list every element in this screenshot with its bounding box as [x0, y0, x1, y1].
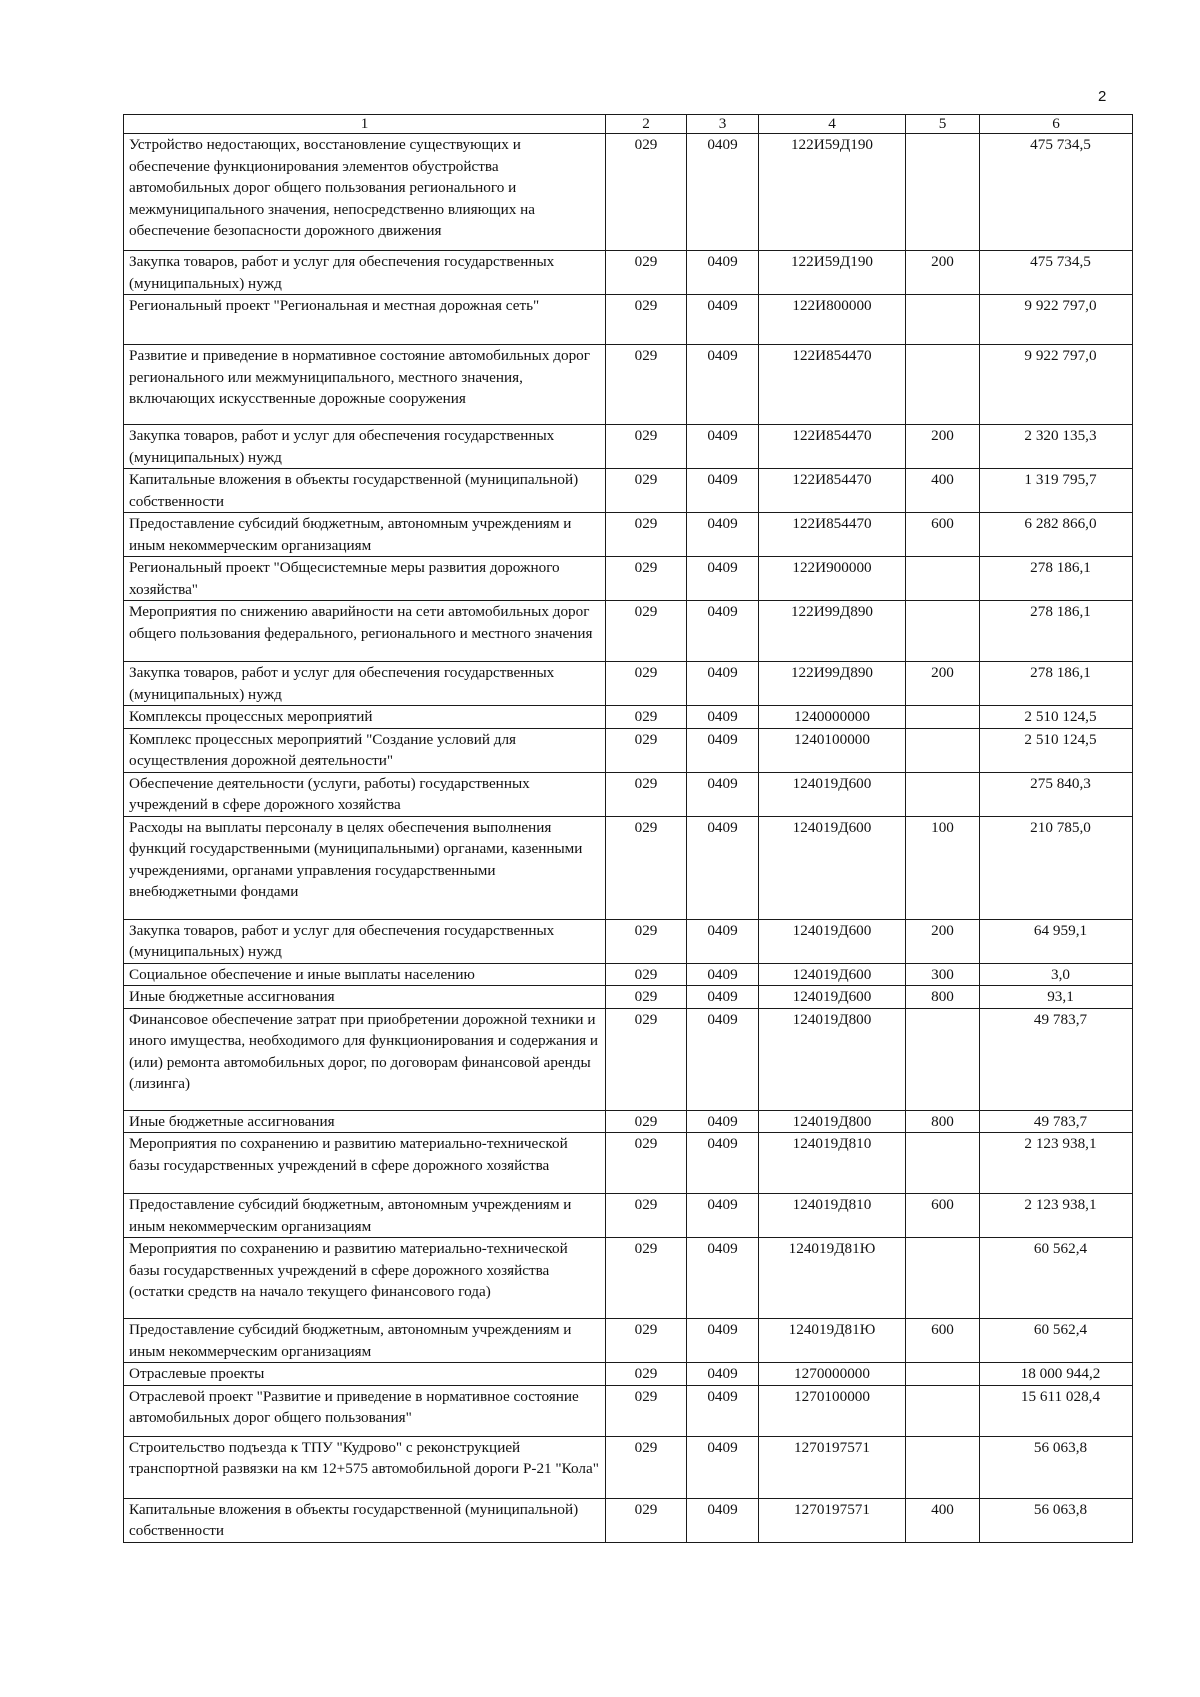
row-name: Социальное обеспечение и иные выплаты населению [124, 963, 606, 986]
row-section-code: 0409 [687, 425, 759, 469]
row-target-code: 124019Д81Ю [759, 1319, 906, 1363]
row-admin-code: 029 [606, 1385, 687, 1436]
row-expense-type [906, 728, 980, 772]
table-row [124, 986, 1133, 1009]
table-row [124, 1110, 1133, 1133]
row-target-code: 122И99Д890 [759, 601, 906, 662]
row-expense-type: 200 [906, 662, 980, 706]
row-admin-code: 029 [606, 251, 687, 295]
row-section-code: 0409 [687, 1238, 759, 1319]
row-expense-type [906, 1436, 980, 1498]
row-target-code: 124019Д600 [759, 963, 906, 986]
row-name: Иные бюджетные ассигнования [124, 986, 606, 1009]
row-name: Устройство недостающих, восстановление существующих и обеспечение функционирования элементов обустройства автомобильных дорог общего пользования регионального и межмуниципального значения, непосредственно влияющих на обеспечение безопасности дорожного движения [124, 134, 606, 251]
row-name: Расходы на выплаты персоналу в целях обеспечения выполнения функций государственными (муниципальными) органами, казенными учреждениями, органами управления государственными внебюджетными фондами [124, 816, 606, 919]
row-expense-type: 600 [906, 1194, 980, 1238]
column-header-1: 1 [124, 115, 606, 134]
row-section-code: 0409 [687, 513, 759, 557]
table-row [124, 706, 1133, 729]
table-row [124, 425, 1133, 469]
row-amount: 60 562,4 [980, 1238, 1133, 1319]
row-expense-type [906, 345, 980, 425]
row-section-code: 0409 [687, 919, 759, 963]
row-name: Мероприятия по сохранению и развитию материально-технической базы государственных учреждений в сфере дорожного хозяйства [124, 1133, 606, 1194]
row-expense-type: 200 [906, 919, 980, 963]
row-expense-type: 600 [906, 513, 980, 557]
row-expense-type [906, 1008, 980, 1110]
row-name: Закупка товаров, работ и услуг для обеспечения государственных (муниципальных) нужд [124, 919, 606, 963]
column-header-5: 5 [906, 115, 980, 134]
row-section-code: 0409 [687, 1194, 759, 1238]
budget-table [123, 114, 1133, 1543]
row-section-code: 0409 [687, 1498, 759, 1542]
row-name: Закупка товаров, работ и услуг для обеспечения государственных (муниципальных) нужд [124, 425, 606, 469]
row-target-code: 122И854470 [759, 425, 906, 469]
row-admin-code: 029 [606, 295, 687, 345]
column-header-6: 6 [980, 115, 1133, 134]
row-admin-code: 029 [606, 1319, 687, 1363]
row-admin-code: 029 [606, 728, 687, 772]
row-section-code: 0409 [687, 728, 759, 772]
row-section-code: 0409 [687, 1385, 759, 1436]
row-admin-code: 029 [606, 425, 687, 469]
row-section-code: 0409 [687, 986, 759, 1009]
row-section-code: 0409 [687, 295, 759, 345]
row-target-code: 124019Д800 [759, 1110, 906, 1133]
row-amount: 278 186,1 [980, 557, 1133, 601]
row-name: Развитие и приведение в нормативное состояние автомобильных дорог регионального или межмуниципального, местного значения, включающих искусственные дорожные сооружения [124, 345, 606, 425]
table-row [124, 557, 1133, 601]
row-admin-code: 029 [606, 1110, 687, 1133]
table-row [124, 469, 1133, 513]
row-section-code: 0409 [687, 963, 759, 986]
row-target-code: 122И59Д190 [759, 134, 906, 251]
row-name: Иные бюджетные ассигнования [124, 1110, 606, 1133]
table-row [124, 1436, 1133, 1498]
row-target-code: 1270100000 [759, 1385, 906, 1436]
row-section-code: 0409 [687, 251, 759, 295]
row-section-code: 0409 [687, 772, 759, 816]
row-expense-type [906, 1133, 980, 1194]
row-expense-type [906, 557, 980, 601]
row-name: Мероприятия по сохранению и развитию материально-технической базы государственных учреждений в сфере дорожного хозяйства (остатки средств на начало текущего финансового года) [124, 1238, 606, 1319]
row-expense-type [906, 772, 980, 816]
table-row [124, 1319, 1133, 1363]
row-target-code: 124019Д810 [759, 1133, 906, 1194]
row-amount: 475 734,5 [980, 251, 1133, 295]
row-section-code: 0409 [687, 134, 759, 251]
row-target-code: 124019Д600 [759, 816, 906, 919]
row-admin-code: 029 [606, 816, 687, 919]
row-section-code: 0409 [687, 601, 759, 662]
row-name: Комплекс процессных мероприятий "Создание условий для осуществления дорожной деятельности" [124, 728, 606, 772]
row-expense-type [906, 706, 980, 729]
table-row [124, 963, 1133, 986]
row-amount: 49 783,7 [980, 1008, 1133, 1110]
row-section-code: 0409 [687, 1110, 759, 1133]
row-target-code: 1240000000 [759, 706, 906, 729]
row-amount: 3,0 [980, 963, 1133, 986]
row-admin-code: 029 [606, 345, 687, 425]
table-row [124, 601, 1133, 662]
row-target-code: 122И854470 [759, 513, 906, 557]
row-expense-type: 100 [906, 816, 980, 919]
row-target-code: 122И854470 [759, 345, 906, 425]
row-section-code: 0409 [687, 662, 759, 706]
row-name: Закупка товаров, работ и услуг для обеспечения государственных (муниципальных) нужд [124, 662, 606, 706]
row-target-code: 1240100000 [759, 728, 906, 772]
table-header-row [124, 115, 1133, 134]
row-section-code: 0409 [687, 1319, 759, 1363]
row-amount: 278 186,1 [980, 601, 1133, 662]
row-target-code: 122И854470 [759, 469, 906, 513]
row-admin-code: 029 [606, 662, 687, 706]
table-row [124, 1008, 1133, 1110]
row-amount: 2 510 124,5 [980, 706, 1133, 729]
row-name: Закупка товаров, работ и услуг для обеспечения государственных (муниципальных) нужд [124, 251, 606, 295]
row-name: Комплексы процессных мероприятий [124, 706, 606, 729]
row-admin-code: 029 [606, 772, 687, 816]
row-admin-code: 029 [606, 1194, 687, 1238]
row-target-code: 124019Д800 [759, 1008, 906, 1110]
row-expense-type: 400 [906, 469, 980, 513]
row-expense-type: 200 [906, 251, 980, 295]
column-header-3: 3 [687, 115, 759, 134]
column-header-4: 4 [759, 115, 906, 134]
row-section-code: 0409 [687, 706, 759, 729]
row-expense-type [906, 601, 980, 662]
row-admin-code: 029 [606, 134, 687, 251]
row-admin-code: 029 [606, 1498, 687, 1542]
row-expense-type [906, 1385, 980, 1436]
table-row [124, 816, 1133, 919]
row-name: Строительство подъезда к ТПУ "Кудрово" с реконструкцией транспортной развязки на км 12+575 автомобильной дороги Р-21 "Кола" [124, 1436, 606, 1498]
row-amount: 49 783,7 [980, 1110, 1133, 1133]
row-amount: 2 123 938,1 [980, 1194, 1133, 1238]
table-row [124, 1498, 1133, 1542]
row-target-code: 1270000000 [759, 1363, 906, 1386]
row-section-code: 0409 [687, 1363, 759, 1386]
row-name: Обеспечение деятельности (услуги, работы) государственных учреждений в сфере дорожного хозяйства [124, 772, 606, 816]
row-amount: 2 510 124,5 [980, 728, 1133, 772]
row-expense-type [906, 134, 980, 251]
row-amount: 6 282 866,0 [980, 513, 1133, 557]
row-amount: 64 959,1 [980, 919, 1133, 963]
row-name: Предоставление субсидий бюджетным, автономным учреждениям и иным некоммерческим организациям [124, 1319, 606, 1363]
row-target-code: 1270197571 [759, 1436, 906, 1498]
row-amount: 275 840,3 [980, 772, 1133, 816]
page-number: 2 [1098, 88, 1107, 105]
row-amount: 9 922 797,0 [980, 345, 1133, 425]
row-admin-code: 029 [606, 1133, 687, 1194]
row-section-code: 0409 [687, 1133, 759, 1194]
row-admin-code: 029 [606, 986, 687, 1009]
row-expense-type [906, 295, 980, 345]
row-admin-code: 029 [606, 963, 687, 986]
row-amount: 210 785,0 [980, 816, 1133, 919]
row-name: Отраслевые проекты [124, 1363, 606, 1386]
row-name: Предоставление субсидий бюджетным, автономным учреждениям и иным некоммерческим организациям [124, 513, 606, 557]
row-name: Финансовое обеспечение затрат при приобретении дорожной техники и иного имущества, необходимого для функционирования и содержания и (или) ремонта автомобильных дорог, по договорам финансовой аренды (лизинга) [124, 1008, 606, 1110]
row-expense-type: 400 [906, 1498, 980, 1542]
table-row [124, 251, 1133, 295]
row-amount: 93,1 [980, 986, 1133, 1009]
row-target-code: 124019Д600 [759, 772, 906, 816]
row-amount: 278 186,1 [980, 662, 1133, 706]
column-header-2: 2 [606, 115, 687, 134]
row-section-code: 0409 [687, 1436, 759, 1498]
row-admin-code: 029 [606, 1363, 687, 1386]
row-admin-code: 029 [606, 1008, 687, 1110]
row-section-code: 0409 [687, 1008, 759, 1110]
row-target-code: 122И99Д890 [759, 662, 906, 706]
row-admin-code: 029 [606, 513, 687, 557]
row-amount: 60 562,4 [980, 1319, 1133, 1363]
row-amount: 475 734,5 [980, 134, 1133, 251]
row-admin-code: 029 [606, 1436, 687, 1498]
row-target-code: 122И59Д190 [759, 251, 906, 295]
row-name: Региональный проект "Региональная и местная дорожная сеть" [124, 295, 606, 345]
row-name: Мероприятия по снижению аварийности на сети автомобильных дорог общего пользования федерального, регионального и местного значения [124, 601, 606, 662]
row-name: Капитальные вложения в объекты государственной (муниципальной) собственности [124, 469, 606, 513]
row-expense-type: 600 [906, 1319, 980, 1363]
row-amount: 2 123 938,1 [980, 1133, 1133, 1194]
row-expense-type [906, 1238, 980, 1319]
table-row [124, 295, 1133, 345]
row-name: Капитальные вложения в объекты государственной (муниципальной) собственности [124, 1498, 606, 1542]
table-row [124, 772, 1133, 816]
row-admin-code: 029 [606, 706, 687, 729]
table-row [124, 1238, 1133, 1319]
table-row [124, 513, 1133, 557]
table-row [124, 1133, 1133, 1194]
row-target-code: 122И800000 [759, 295, 906, 345]
table-row [124, 1363, 1133, 1386]
row-name: Отраслевой проект "Развитие и приведение в нормативное состояние автомобильных дорог общего пользования" [124, 1385, 606, 1436]
row-expense-type: 200 [906, 425, 980, 469]
row-expense-type: 800 [906, 986, 980, 1009]
table-row [124, 345, 1133, 425]
row-admin-code: 029 [606, 557, 687, 601]
row-section-code: 0409 [687, 345, 759, 425]
row-name: Предоставление субсидий бюджетным, автономным учреждениям и иным некоммерческим организациям [124, 1194, 606, 1238]
row-amount: 1 319 795,7 [980, 469, 1133, 513]
row-section-code: 0409 [687, 816, 759, 919]
row-admin-code: 029 [606, 1238, 687, 1319]
row-admin-code: 029 [606, 469, 687, 513]
row-admin-code: 029 [606, 601, 687, 662]
row-target-code: 124019Д600 [759, 986, 906, 1009]
row-section-code: 0409 [687, 469, 759, 513]
row-amount: 56 063,8 [980, 1498, 1133, 1542]
row-amount: 9 922 797,0 [980, 295, 1133, 345]
table-row [124, 1385, 1133, 1436]
table-row [124, 1194, 1133, 1238]
row-amount: 56 063,8 [980, 1436, 1133, 1498]
row-target-code: 1270197571 [759, 1498, 906, 1542]
row-target-code: 124019Д600 [759, 919, 906, 963]
row-amount: 18 000 944,2 [980, 1363, 1133, 1386]
row-expense-type: 300 [906, 963, 980, 986]
row-expense-type: 800 [906, 1110, 980, 1133]
row-section-code: 0409 [687, 557, 759, 601]
row-target-code: 124019Д81Ю [759, 1238, 906, 1319]
row-name: Региональный проект "Общесистемные меры развития дорожного хозяйства" [124, 557, 606, 601]
table-row [124, 134, 1133, 251]
row-admin-code: 029 [606, 919, 687, 963]
row-expense-type [906, 1363, 980, 1386]
table-row [124, 728, 1133, 772]
table-row [124, 919, 1133, 963]
row-amount: 2 320 135,3 [980, 425, 1133, 469]
table-row [124, 662, 1133, 706]
row-amount: 15 611 028,4 [980, 1385, 1133, 1436]
row-target-code: 124019Д810 [759, 1194, 906, 1238]
row-target-code: 122И900000 [759, 557, 906, 601]
